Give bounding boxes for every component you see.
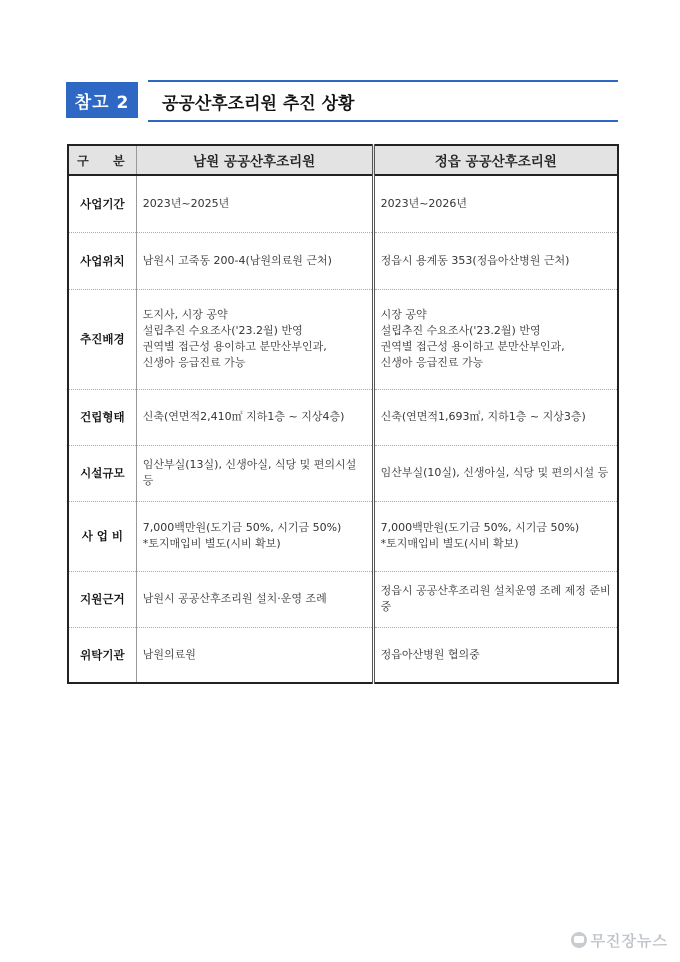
table-row [68, 232, 618, 289]
section-header [66, 80, 618, 120]
jeongeup-location: 정읍시 용계동 353(정읍아산병원 근처) [373, 232, 618, 289]
namwon-location: 남원시 고죽동 200-4(남원의료원 근처) [136, 232, 373, 289]
watermark-text: 무진장뉴스 [590, 931, 668, 950]
jeongeup-facility-scale: 임산부실(10실), 신생아실, 식당 및 편의시설 등 [373, 445, 618, 501]
row-label-facility-scale: 시설규모 [68, 445, 136, 501]
watermark [571, 928, 668, 952]
namwon-budget: 7,000백만원(도기금 50%, 시기금 50%) *토지매입비 별도(시비 확보) [136, 501, 373, 571]
table-row [68, 289, 618, 389]
jeongeup-period: 2023년~2026년 [373, 175, 618, 232]
column-header-jeongeup: 정읍 공공산후조리원 [373, 145, 618, 175]
table-row [68, 175, 618, 232]
namwon-legal-basis: 남원시 공공산후조리원 설치·운영 조례 [136, 571, 373, 627]
jeongeup-background: 시장 공약 설립추진 수요조사('23.2월) 반영 권역별 접근성 용이하고 분만산부인과, 신생아 응급진료 가능 [373, 289, 618, 389]
table-header-row [68, 145, 618, 175]
table-row [68, 389, 618, 445]
column-header-category: 구 분 [68, 145, 136, 175]
jeongeup-operator: 정읍아산병원 협의중 [373, 627, 618, 683]
table-row [68, 501, 618, 571]
jeongeup-building-type: 신축(연면적1,693㎡, 지하1층 ~ 지상3층) [373, 389, 618, 445]
namwon-operator: 남원의료원 [136, 627, 373, 683]
row-label-operator: 위탁기관 [80, 647, 125, 662]
row-label-period: 사업기간 [68, 175, 136, 232]
page-title: 공공산후조리원 추진 상황 [162, 93, 355, 114]
table-row [68, 445, 618, 501]
jeongeup-legal-basis: 정읍시 공공산후조리원 설치운영 조례 제정 준비중 [373, 571, 618, 627]
row-label-budget: 사 업 비 [68, 501, 136, 571]
row-label-background: 추진배경 [68, 289, 136, 389]
namwon-facility-scale: 임산부실(13실), 신생아실, 식당 및 편의시설 등 [136, 445, 373, 501]
table-row [68, 571, 618, 627]
jeongeup-budget: 7,000백만원(도기금 50%, 시기금 50%) *토지매입비 별도(시비 확보) [373, 501, 618, 571]
row-label-building-type: 건립형태 [68, 389, 136, 445]
title-bar [148, 80, 618, 122]
table-row [68, 627, 618, 683]
column-header-namwon: 남원 공공산후조리원 [136, 145, 373, 175]
row-label-legal-basis: 지원근거 [68, 571, 136, 627]
namwon-background: 도지사, 시장 공약 설립추진 수요조사('23.2월) 반영 권역별 접근성 용이하고 분만산부인과, 신생아 응급진료 가능 [136, 289, 373, 389]
reference-badge: 참고 2 [66, 82, 138, 118]
namwon-period: 2023년~2025년 [136, 175, 373, 232]
namwon-building-type: 신축(연면적2,410㎡ 지하1층 ~ 지상4층) [136, 389, 373, 445]
status-table [67, 144, 619, 684]
news-logo-icon [571, 932, 587, 948]
row-label-location: 사업위치 [68, 232, 136, 289]
